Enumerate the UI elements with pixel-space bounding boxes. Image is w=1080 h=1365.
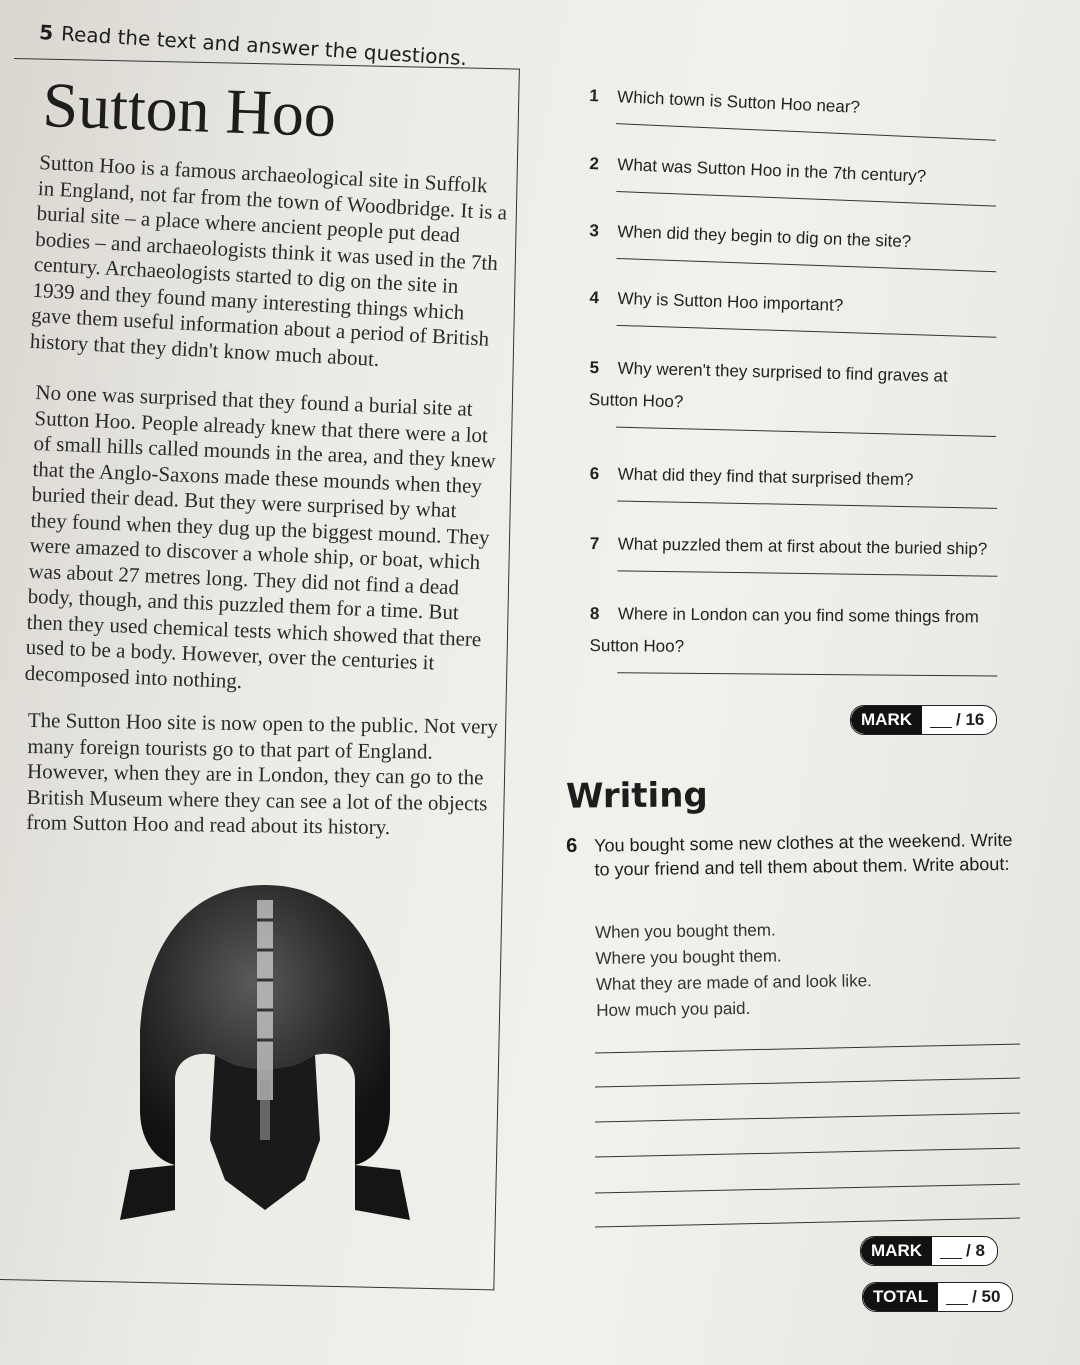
reading-mark-box (850, 705, 997, 735)
mark-total: / 8 (966, 1241, 985, 1260)
writing-line[interactable] (595, 1184, 1020, 1194)
article-title: Sutton Hoo (41, 68, 338, 151)
writing-heading: Writing (565, 775, 708, 817)
question-text: Why weren't they surprised to find graves at Sutton Hoo? (588, 358, 948, 412)
question-number: 3 (589, 220, 600, 241)
question-text: When did they begin to dig on the site? (617, 221, 912, 252)
article-paragraph-2: No one was surprised that they found a burial site at Sutton Hoo. People already knew that there were a lot of small hills called mounds in the area, and they knew that the Anglo-Saxons made these mounds when they buried their dead. But they were surprised by what they found when they dug up the biggest mound. They were amazed to discover a whole ship, or boat, which was about 27 metres long. They did not find a dead body, though, and this puzzled them for a time. But then they used chemical tests which showed that there used to be a body. However, over the centuries it decomposed into nothing. (24, 380, 497, 693)
answer-line[interactable] (617, 315, 997, 338)
question-5 (588, 352, 970, 436)
score-blank[interactable] (946, 1290, 968, 1305)
task-text: You bought some new clothes at the weekend. Write to your friend and tell them about them. Write about: (594, 829, 1013, 880)
mark-label: MARK (861, 1237, 932, 1265)
question-8 (589, 598, 990, 676)
question-3 (588, 215, 1004, 272)
total-value: / 50 (972, 1287, 1001, 1306)
answer-line[interactable] (617, 491, 997, 509)
question-text: Why is Sutton Hoo important? (617, 288, 844, 315)
answer-line[interactable] (616, 113, 996, 141)
prompt-item: What they are made of and look like. (595, 971, 872, 994)
score-blank[interactable] (930, 713, 952, 728)
answer-line[interactable] (617, 560, 997, 576)
writing-mark-box (860, 1236, 998, 1266)
question-text: What was Sutton Hoo in the 7th century? (617, 155, 927, 186)
instruction-text: Read the text and answer the questions. (60, 21, 468, 71)
answer-line[interactable] (616, 181, 996, 207)
writing-line[interactable] (595, 1218, 1020, 1228)
question-text: What puzzled them at first about the buried ship? (617, 534, 988, 559)
answer-line[interactable] (616, 248, 996, 272)
question-number: 5 (589, 357, 600, 378)
prompt-item: How much you paid. (596, 998, 751, 1020)
question-number: 8 (589, 603, 600, 624)
exercise-number: 5 (38, 20, 54, 45)
question-4 (589, 282, 1005, 338)
helmet-image (115, 880, 415, 1230)
question-6 (589, 458, 1005, 509)
score-blank[interactable] (940, 1244, 962, 1259)
total-mark-box (862, 1282, 1013, 1312)
question-text: Which town is Sutton Hoo near? (616, 87, 861, 117)
question-1 (588, 80, 1004, 141)
writing-line[interactable] (595, 1044, 1020, 1054)
prompt-item: Where you bought them. (595, 946, 782, 968)
article-paragraph-1: Sutton Hoo is a famous archaeological site in Suffolk in England, not far from the town of Woodbridge. It is a burial site – a place where ancient people put dead bodies – and archaeologists think it was used in the 7th century. Archaeologists started to dig on the site in 1939 and they found many interesting things which gave them useful information about a period of British history that they didn't know much about. (29, 150, 508, 371)
answer-line[interactable] (617, 662, 997, 676)
task-number: 6 (566, 834, 578, 857)
writing-line[interactable] (595, 1148, 1020, 1158)
writing-line[interactable] (595, 1078, 1020, 1088)
answer-line[interactable] (616, 417, 996, 437)
writing-task (566, 828, 1016, 880)
question-number: 1 (588, 85, 600, 106)
question-number: 2 (589, 153, 600, 174)
writing-line[interactable] (595, 1113, 1020, 1123)
question-text: What did they find that surprised them? (617, 464, 914, 490)
mark-total: / 16 (956, 710, 985, 729)
mark-label: MARK (851, 706, 922, 734)
question-number: 7 (589, 533, 600, 554)
question-number: 4 (589, 287, 600, 308)
question-number: 6 (589, 463, 600, 484)
total-label: TOTAL (863, 1283, 938, 1311)
prompt-item: When you bought them. (595, 920, 776, 942)
question-7 (589, 528, 1005, 577)
article-paragraph-3: The Sutton Hoo site is now open to the public. Not very many foreign tourists go to that part of England. However, when they are in London, they can go to the British Museum where they can see a lot of the objects from Sutton Hoo and read about its history. (26, 708, 499, 840)
question-2 (588, 148, 1004, 207)
writing-prompts (595, 914, 1016, 1024)
question-text: Where in London can you find some things from Sutton Hoo? (589, 604, 979, 656)
